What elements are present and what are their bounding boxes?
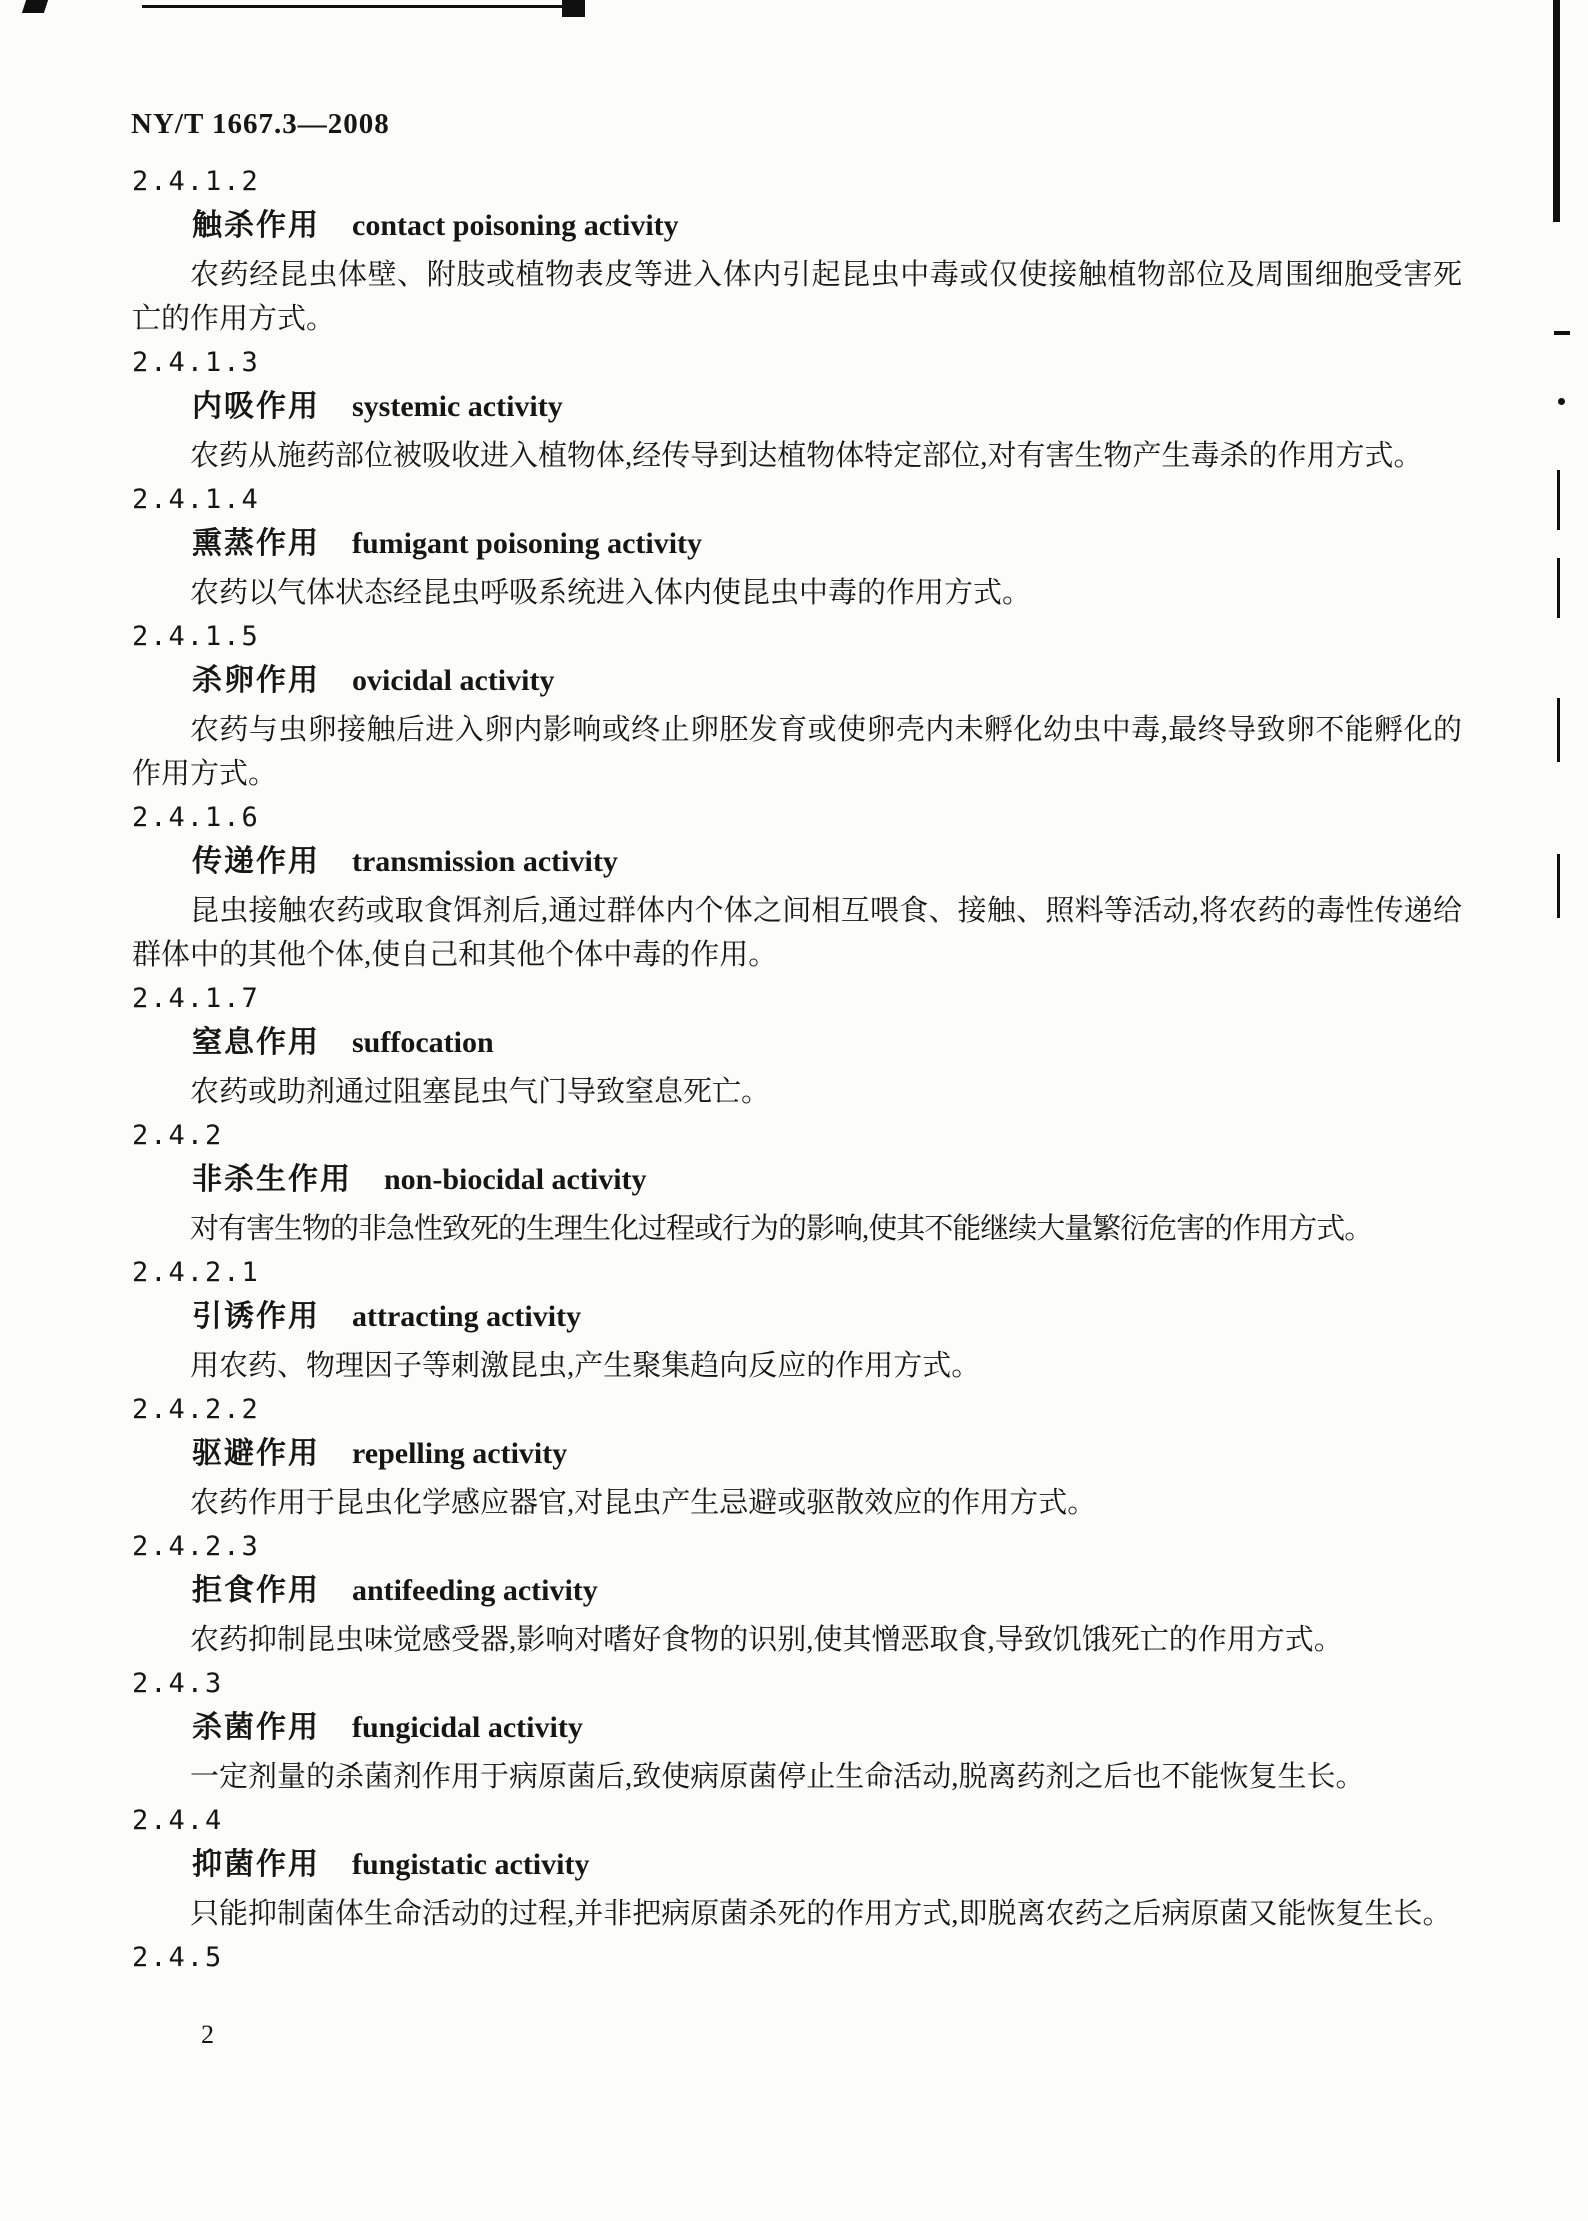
term-english: suffocation [352, 1026, 494, 1059]
term-definition: 对有害生物的非急性致死的生理生化过程或行为的影响,使其不能继续大量繁衍危害的作用方式。 [190, 1213, 1373, 1245]
clause-number: 2.4.1.7 [132, 983, 260, 1014]
term-chinese: 窒息作用 [192, 1026, 320, 1059]
term-entry [132, 1662, 1462, 1799]
clause-number: 2.4.1.2 [132, 166, 260, 197]
term-entry [132, 977, 1462, 1114]
clause-number: 2.4.2.1 [132, 1257, 260, 1288]
term-chinese: 杀卵作用 [192, 664, 320, 697]
term-heading [132, 1706, 1462, 1755]
clause-number: 2.4.2.3 [132, 1531, 260, 1562]
term-english: fumigant poisoning activity [352, 527, 703, 560]
scan-artifact-right-tick [1557, 558, 1560, 618]
term-definition: 农药作用于昆虫化学感应器官,对昆虫产生忌避或驱散效应的作用方式。 [190, 1487, 1097, 1519]
term-entry [132, 796, 1462, 977]
clause-number: 2.4.1.4 [132, 484, 260, 515]
term-heading [132, 385, 1462, 434]
term-heading [132, 659, 1462, 708]
clause-number: 2.4.4 [132, 1805, 224, 1836]
term-definition: 昆虫接触农药或取食饵剂后,通过群体内个体之间相互喂食、接触、照料等活动,将农药的毒性传递给群体中的其他个体,使自己和其他个体中毒的作用。 [132, 895, 1462, 971]
term-chinese: 杀菌作用 [192, 1711, 320, 1744]
term-definition: 农药从施药部位被吸收进入植物体,经传导到达植物体特定部位,对有害生物产生毒杀的作用方式。 [190, 440, 1423, 472]
term-entry [132, 160, 1462, 341]
clause-number: 2.4.3 [132, 1668, 224, 1699]
clause-number: 2.4.1.5 [132, 621, 260, 652]
term-chinese: 非杀生作用 [192, 1163, 352, 1196]
term-entry [132, 1799, 1462, 1936]
page-number: 2 [201, 2020, 214, 2049]
term-english: contact poisoning activity [352, 209, 679, 242]
term-definition: 农药或助剂通过阻塞昆虫气门导致窒息死亡。 [190, 1076, 771, 1108]
term-heading [132, 1158, 1462, 1207]
scan-artifact-right-dot [1558, 398, 1565, 405]
term-entry [132, 478, 1462, 615]
term-entry [132, 615, 1462, 796]
term-heading [132, 1432, 1462, 1481]
scan-artifact-right-tick [1557, 470, 1560, 530]
term-definition: 农药与虫卵接触后进入卵内影响或终止卵胚发育或使卵壳内未孵化幼虫中毒,最终导致卵不能孵化的作用方式。 [132, 714, 1462, 790]
term-heading [132, 522, 1462, 571]
scan-artifact-right-tick [1557, 698, 1560, 762]
clause-number: 2.4.5 [132, 1942, 224, 1973]
term-definition: 一定剂量的杀菌剂作用于病原菌后,致使病原菌停止生命活动,脱离药剂之后也不能恢复生长。 [190, 1761, 1365, 1793]
term-english: systemic activity [352, 390, 563, 423]
term-entry [132, 1251, 1462, 1388]
term-definition: 农药经昆虫体壁、附肢或植物表皮等进入体内引起昆虫中毒或仅使接触植物部位及周围细胞受害死亡的作用方式。 [132, 259, 1462, 335]
terminology-content [132, 160, 1462, 1980]
term-definition: 农药以气体状态经昆虫呼吸系统进入体内使昆虫中毒的作用方式。 [190, 577, 1032, 609]
term-entry [132, 341, 1462, 478]
term-definition: 农药抑制昆虫味觉感受器,影响对嗜好食物的识别,使其憎恶取食,导致饥饿死亡的作用方式。 [190, 1624, 1343, 1656]
term-definition: 用农药、物理因子等刺激昆虫,产生聚集趋向反应的作用方式。 [190, 1350, 981, 1382]
term-chinese: 内吸作用 [192, 390, 320, 423]
clause-number: 2.4.1.6 [132, 802, 260, 833]
clause-number: 2.4.1.3 [132, 347, 260, 378]
term-heading [132, 1569, 1462, 1618]
term-chinese: 抑菌作用 [192, 1848, 320, 1881]
clause-number: 2.4.2 [132, 1120, 224, 1151]
term-english: non-biocidal activity [384, 1163, 647, 1196]
term-entry [132, 1525, 1462, 1662]
term-english: fungicidal activity [352, 1711, 583, 1744]
scan-artifact-top-square [562, 0, 585, 17]
term-heading [132, 204, 1462, 253]
term-chinese: 触杀作用 [192, 209, 320, 242]
scan-artifact-top-line [142, 5, 580, 8]
term-chinese: 拒食作用 [192, 1574, 320, 1607]
scan-artifact-top-left-mark [22, 0, 48, 13]
standard-number-header: NY/T 1667.3—2008 [131, 108, 390, 140]
term-entry [132, 1936, 1462, 1980]
term-chinese: 熏蒸作用 [192, 527, 320, 560]
term-heading [132, 1843, 1462, 1892]
term-chinese: 传递作用 [192, 845, 320, 878]
term-heading [132, 840, 1462, 889]
term-heading [132, 1021, 1462, 1070]
term-definition: 只能抑制菌体生命活动的过程,并非把病原菌杀死的作用方式,即脱离农药之后病原菌又能恢复生长。 [190, 1898, 1452, 1930]
term-english: repelling activity [352, 1437, 568, 1470]
term-entry [132, 1388, 1462, 1525]
term-english: antifeeding activity [352, 1574, 598, 1607]
term-english: transmission activity [352, 845, 618, 878]
term-entry [132, 1114, 1462, 1251]
term-chinese: 驱避作用 [192, 1437, 320, 1470]
scan-artifact-right-bar [1553, 0, 1560, 222]
scan-artifact-right-tick [1557, 854, 1560, 918]
clause-number: 2.4.2.2 [132, 1394, 260, 1425]
term-english: attracting activity [352, 1300, 582, 1333]
term-heading [132, 1295, 1462, 1344]
term-english: ovicidal activity [352, 664, 555, 697]
term-english: fungistatic activity [352, 1848, 590, 1881]
scan-artifact-right-dash [1554, 331, 1570, 335]
term-chinese: 引诱作用 [192, 1300, 320, 1333]
